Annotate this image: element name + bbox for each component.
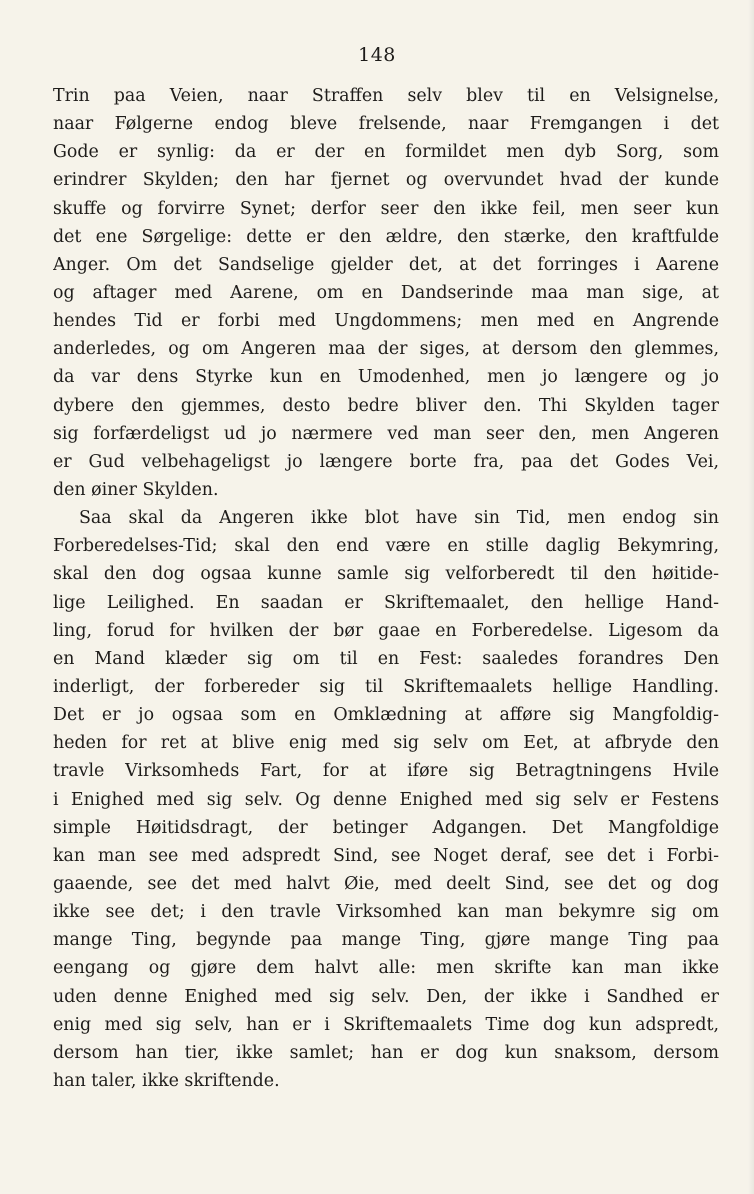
text-line: sig forfærdeligst ud jo nærmere ved man seer den, men Angeren — [53, 423, 719, 444]
body-text — [53, 82, 719, 1095]
text-line: inderligt, der forbereder sig til Skriftemaalets hellige Handling. — [53, 676, 719, 697]
text-line: travle Virksomheds Fart, for at iføre sig Betragtningens Hvile — [53, 761, 719, 782]
text-line: skal den dog ogsaa kunne samle sig velforberedt til den høitide- — [53, 564, 719, 585]
text-line: ikke see det; i den travle Virksomhed kan man bekymre sig om — [53, 902, 719, 923]
text-line: ling, forud for hvilken der bør gaae en Forberedelse. Ligesom da — [53, 620, 719, 641]
text-line: i Enighed med sig selv. Og denne Enighed med sig selv er Festens — [53, 789, 719, 810]
page-edge-shadow — [748, 0, 754, 1194]
text-line: det ene Sørgelige: dette er den ældre, den stærke, den kraftfulde — [53, 226, 719, 247]
text-line: dybere den gjemmes, desto bedre bliver den. Thi Skylden tager — [53, 395, 719, 416]
text-line: uden denne Enighed med sig selv. Den, der ikke i Sandhed er — [53, 986, 719, 1007]
text-line: Trin paa Veien, naar Straffen selv blev til en Velsignelse, — [53, 86, 719, 106]
paragraph-end-line: den øiner Skylden. — [53, 479, 219, 500]
text-line: Anger. Om det Sandselige gjelder det, at det forringes i Aarene — [53, 254, 719, 275]
text-line: eengang og gjøre dem halvt alle: men skrifte kan man ikke — [53, 958, 719, 979]
text-line: er Gud velbehageligst jo længere borte fra, paa det Godes Vei, — [53, 451, 719, 472]
text-line: Gode er synlig: da er der en formildet men dyb Sorg, som — [53, 142, 719, 163]
page-number: 148 — [358, 44, 396, 66]
text-line: dersom han tier, ikke samlet; han er dog kun snaksom, dersom — [53, 1042, 719, 1063]
paragraph-start-line: Saa skal da Angeren ikke blot have sin Tid, men endog sin — [79, 508, 719, 529]
text-line: hendes Tid er forbi med Ungdommens; men med en Angrende — [53, 311, 719, 332]
text-line: anderledes, og om Angeren maa der siges, at dersom den glemmes, — [53, 339, 719, 360]
text-line: en Mand klæder sig om til en Fest: saaledes forandres Den — [53, 648, 719, 669]
text-line: og aftager med Aarene, om en Dandserinde maa man sige, at — [53, 282, 719, 303]
text-line: simple Høitidsdragt, der betinger Adgangen. Det Mangfoldige — [53, 817, 719, 838]
text-line: skuffe og forvirre Synet; derfor seer den ikke feil, men seer kun — [53, 198, 719, 219]
text-line: enig med sig selv, han er i Skriftemaalets Time dog kun adspredt, — [53, 1014, 719, 1035]
text-line: Forberedelses-Tid; skal den end være en stille daglig Bekymring, — [53, 536, 719, 557]
text-line: lige Leilighed. En saadan er Skriftemaalet, den hellige Hand- — [53, 592, 719, 613]
text-line: naar Følgerne endog bleve frelsende, naar Fremgangen i det — [53, 114, 719, 135]
text-line: gaaende, see det med halvt Øie, med deelt Sind, see det og dog — [53, 873, 719, 894]
text-line: mange Ting, begynde paa mange Ting, gjøre mange Ting paa — [53, 930, 719, 951]
text-line: kan man see med adspredt Sind, see Noget deraf, see det i Forbi- — [53, 845, 719, 866]
paragraph-end-line: han taler, ikke skriftende. — [53, 1070, 280, 1091]
text-line: da var dens Styrke kun en Umodenhed, men jo længere og jo — [53, 367, 719, 388]
text-line: erindrer Skylden; den har fjernet og overvundet hvad der kunde — [53, 170, 719, 191]
text-line: Det er jo ogsaa som en Omklædning at afføre sig Mangfoldig- — [53, 705, 719, 726]
text-line: heden for ret at blive enig med sig selv om Eet, at afbryde den — [53, 733, 719, 754]
